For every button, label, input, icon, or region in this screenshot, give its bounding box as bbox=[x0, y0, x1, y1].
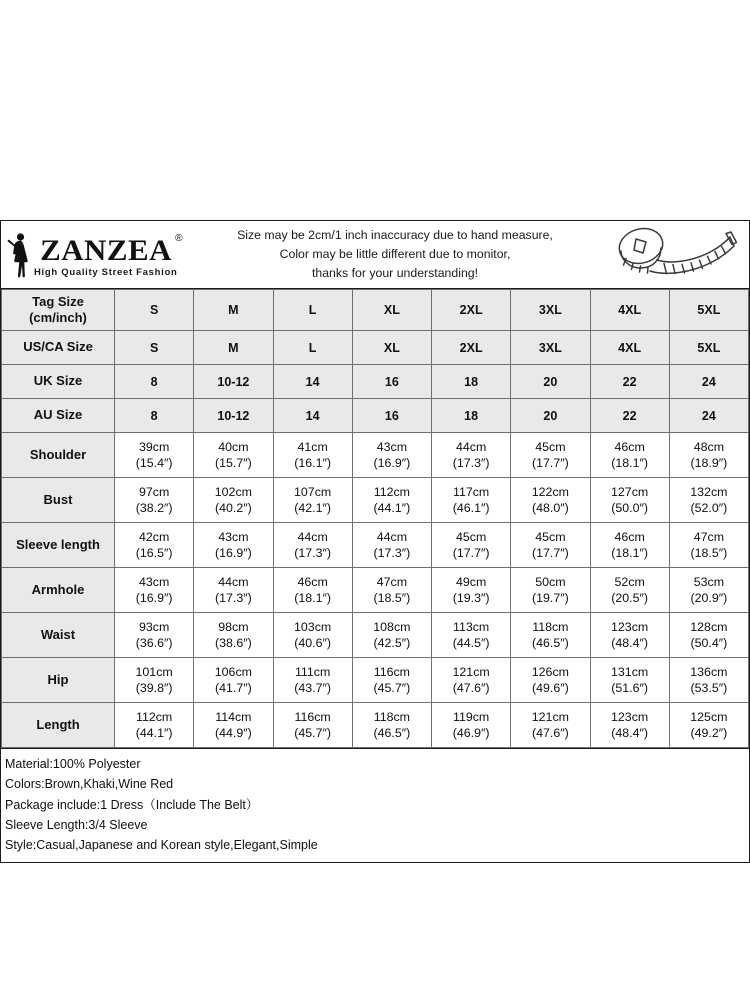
value-inch: (16.1″) bbox=[294, 456, 331, 470]
table-cell: 18 bbox=[432, 365, 511, 399]
table-cell bbox=[115, 613, 194, 658]
value-cm: 52cm bbox=[614, 574, 645, 589]
value-cm: 136cm bbox=[690, 664, 728, 679]
value-cm: 43cm bbox=[376, 439, 408, 454]
detail-package-include: Package include:1 Dress（Include The Belt） bbox=[5, 797, 259, 812]
table-cell bbox=[511, 658, 590, 703]
value-cm: 121cm bbox=[531, 709, 569, 724]
value-cm: 50cm bbox=[535, 574, 566, 589]
row-label-tag-size-line1: Tag Size bbox=[32, 293, 84, 309]
table-row-us-ca-size bbox=[2, 331, 749, 365]
value-inch: (41.7″) bbox=[214, 681, 252, 695]
value-cm: 108cm bbox=[373, 619, 411, 634]
table-cell bbox=[194, 613, 273, 658]
value-inch: (46.1″) bbox=[452, 501, 490, 515]
table-row-hip bbox=[2, 658, 749, 703]
table-cell bbox=[432, 433, 511, 478]
table-cell: 14 bbox=[273, 399, 352, 433]
table-cell: 24 bbox=[669, 365, 748, 399]
table-cell: 22 bbox=[590, 399, 669, 433]
value-cm: 45cm bbox=[535, 529, 566, 544]
table-cell bbox=[273, 613, 352, 658]
detail-material: Material:100% Polyester bbox=[5, 757, 141, 771]
table-cell bbox=[669, 523, 748, 568]
value-cm: 43cm bbox=[218, 529, 249, 544]
table-cell: 10-12 bbox=[194, 365, 273, 399]
table-cell bbox=[669, 703, 748, 748]
table-row-sleeve-length bbox=[2, 523, 749, 568]
table-cell bbox=[432, 568, 511, 613]
table-cell bbox=[352, 568, 431, 613]
value-inch: (16.9″) bbox=[214, 546, 252, 560]
table-cell: 8 bbox=[115, 399, 194, 433]
value-cm: 106cm bbox=[214, 664, 252, 679]
value-cm: 47cm bbox=[693, 529, 725, 544]
table-cell: 24 bbox=[669, 399, 748, 433]
table-cell bbox=[432, 523, 511, 568]
value-inch: (16.9″) bbox=[373, 456, 411, 470]
value-cm: 48cm bbox=[693, 439, 725, 454]
table-cell bbox=[352, 658, 431, 703]
value-inch: (45.7″) bbox=[373, 681, 411, 695]
row-label-armhole: Armhole bbox=[2, 568, 115, 613]
table-cell bbox=[115, 568, 194, 613]
value-cm: 41cm bbox=[297, 439, 328, 454]
table-cell: XL bbox=[352, 290, 431, 331]
table-cell: 16 bbox=[352, 399, 431, 433]
value-inch: (17.3″) bbox=[294, 546, 331, 560]
table-cell bbox=[432, 478, 511, 523]
table-cell: M bbox=[194, 331, 273, 365]
detail-colors: Colors:Brown,Khaki,Wine Red bbox=[5, 777, 174, 792]
value-cm: 101cm bbox=[135, 664, 173, 679]
table-cell bbox=[590, 568, 669, 613]
table-cell: 4XL bbox=[590, 290, 669, 331]
value-cm: 44cm bbox=[218, 574, 249, 589]
table-cell: 10-12 bbox=[194, 399, 273, 433]
registered-trademark-icon: ® bbox=[174, 233, 184, 244]
value-inch: (44.1″) bbox=[135, 726, 173, 740]
value-inch: (15.4″) bbox=[135, 456, 173, 470]
value-cm: 107cm bbox=[294, 484, 332, 499]
value-cm: 49cm bbox=[455, 574, 487, 589]
value-cm: 98cm bbox=[218, 619, 249, 634]
value-inch: (16.5″) bbox=[135, 546, 173, 560]
detail-style: Style:Casual,Japanese and Korean style,Elegant,Simple bbox=[5, 838, 318, 852]
value-inch: (46.5″) bbox=[373, 726, 411, 740]
brand-name-text: ZANZEA bbox=[39, 234, 172, 267]
table-cell bbox=[590, 613, 669, 658]
value-inch: (39.8″) bbox=[135, 681, 173, 695]
value-inch: (44.5″) bbox=[452, 636, 490, 650]
table-cell bbox=[194, 658, 273, 703]
row-label-hip: Hip bbox=[2, 658, 115, 703]
table-cell: 2XL bbox=[432, 331, 511, 365]
table-row-au-size bbox=[2, 399, 749, 433]
table-row-shoulder bbox=[2, 433, 749, 478]
table-cell bbox=[194, 433, 273, 478]
value-cm: 46cm bbox=[297, 574, 328, 589]
table-cell bbox=[194, 703, 273, 748]
chart-banner bbox=[1, 221, 749, 289]
table-cell: 3XL bbox=[511, 331, 590, 365]
table-cell bbox=[352, 613, 431, 658]
product-details bbox=[1, 748, 749, 862]
size-chart-card bbox=[0, 220, 750, 863]
table-cell bbox=[273, 658, 352, 703]
table-cell bbox=[511, 568, 590, 613]
value-inch: (17.3″) bbox=[373, 546, 411, 560]
disclaimer-line-2: Color may be little different due to monitor, bbox=[279, 246, 511, 261]
row-label-us-ca-size: US/CA Size bbox=[2, 331, 115, 365]
row-label-waist: Waist bbox=[2, 613, 115, 658]
table-cell bbox=[352, 433, 431, 478]
value-cm: 42cm bbox=[138, 529, 170, 544]
table-cell: 14 bbox=[273, 365, 352, 399]
value-cm: 53cm bbox=[693, 574, 725, 589]
value-inch: (18.9″) bbox=[690, 456, 728, 470]
value-cm: 118cm bbox=[373, 709, 411, 724]
table-cell: S bbox=[115, 331, 194, 365]
table-cell bbox=[432, 613, 511, 658]
table-cell: S bbox=[115, 290, 194, 331]
table-cell: 4XL bbox=[590, 331, 669, 365]
value-inch: (44.9″) bbox=[214, 726, 252, 740]
value-cm: 116cm bbox=[373, 664, 411, 679]
table-cell bbox=[511, 478, 590, 523]
disclaimer-line-1: Size may be 2cm/1 inch inaccuracy due to hand measure, bbox=[237, 227, 553, 242]
value-cm: 128cm bbox=[690, 619, 728, 634]
table-row-uk-size bbox=[2, 365, 749, 399]
table-cell bbox=[511, 703, 590, 748]
row-label-length: Length bbox=[2, 703, 115, 748]
value-inch: (50.0″) bbox=[611, 501, 648, 515]
value-cm: 122cm bbox=[531, 484, 569, 499]
value-inch: (18.1″) bbox=[611, 546, 648, 560]
table-cell bbox=[590, 478, 669, 523]
value-inch: (38.2″) bbox=[135, 501, 173, 515]
table-row-bust bbox=[2, 478, 749, 523]
value-cm: 112cm bbox=[373, 484, 411, 499]
value-inch: (52.0″) bbox=[690, 501, 728, 515]
value-cm: 43cm bbox=[138, 574, 170, 589]
value-inch: (45.7″) bbox=[294, 726, 331, 740]
table-row-armhole bbox=[2, 568, 749, 613]
value-inch: (48.4″) bbox=[611, 726, 648, 740]
value-inch: (47.6″) bbox=[452, 681, 490, 695]
value-cm: 125cm bbox=[690, 709, 728, 724]
detail-sleeve-length: Sleeve Length:3/4 Sleeve bbox=[5, 817, 148, 832]
value-inch: (43.7″) bbox=[294, 681, 331, 695]
value-cm: 46cm bbox=[614, 529, 645, 544]
table-cell bbox=[590, 703, 669, 748]
size-table bbox=[1, 289, 749, 748]
table-cell bbox=[194, 478, 273, 523]
table-cell bbox=[273, 523, 352, 568]
value-inch: (15.7″) bbox=[214, 456, 252, 470]
row-label-tag-size-line2: (cm/inch) bbox=[29, 310, 87, 325]
row-label-sleeve-length: Sleeve length bbox=[2, 523, 115, 568]
table-cell: 20 bbox=[511, 399, 590, 433]
value-cm: 112cm bbox=[135, 709, 173, 724]
table-cell: 8 bbox=[115, 365, 194, 399]
table-cell bbox=[432, 658, 511, 703]
table-cell bbox=[432, 703, 511, 748]
table-cell: 20 bbox=[511, 365, 590, 399]
value-inch: (44.1″) bbox=[373, 501, 411, 515]
table-row-waist bbox=[2, 613, 749, 658]
brand-name bbox=[39, 233, 184, 267]
table-cell bbox=[115, 703, 194, 748]
table-row-length bbox=[2, 703, 749, 748]
table-cell bbox=[273, 703, 352, 748]
value-cm: 114cm bbox=[215, 709, 252, 724]
table-cell: 5XL bbox=[669, 331, 748, 365]
value-cm: 45cm bbox=[455, 529, 487, 544]
value-cm: 118cm bbox=[532, 619, 569, 634]
value-cm: 39cm bbox=[138, 439, 170, 454]
value-cm: 123cm bbox=[611, 709, 649, 724]
row-label-au-size: AU Size bbox=[2, 399, 115, 433]
value-cm: 123cm bbox=[611, 619, 649, 634]
value-cm: 97cm bbox=[138, 484, 170, 499]
row-label-tag-size bbox=[2, 290, 115, 331]
value-inch: (49.2″) bbox=[690, 726, 728, 740]
table-cell: 18 bbox=[432, 399, 511, 433]
value-cm: 44cm bbox=[455, 439, 487, 454]
woman-silhouette-icon bbox=[7, 232, 33, 278]
brand-logo bbox=[1, 232, 191, 278]
value-inch: (17.3″) bbox=[452, 456, 490, 470]
table-cell bbox=[669, 478, 748, 523]
table-cell bbox=[115, 523, 194, 568]
value-inch: (42.1″) bbox=[294, 501, 331, 515]
table-cell bbox=[511, 613, 590, 658]
value-inch: (19.7″) bbox=[531, 591, 569, 605]
table-cell: 3XL bbox=[511, 290, 590, 331]
row-label-bust: Bust bbox=[2, 478, 115, 523]
value-inch: (53.5″) bbox=[690, 681, 728, 695]
brand-tagline: High Quality Street Fashion bbox=[34, 267, 178, 278]
table-cell bbox=[352, 478, 431, 523]
value-cm: 93cm bbox=[138, 619, 170, 634]
value-cm: 119cm bbox=[452, 709, 490, 724]
table-cell bbox=[352, 703, 431, 748]
value-cm: 111cm bbox=[294, 664, 331, 679]
table-cell bbox=[273, 568, 352, 613]
value-inch: (18.5″) bbox=[373, 591, 411, 605]
value-cm: 131cm bbox=[611, 664, 649, 679]
value-inch: (50.4″) bbox=[690, 636, 728, 650]
value-cm: 116cm bbox=[294, 709, 331, 724]
value-cm: 132cm bbox=[690, 484, 728, 499]
row-label-shoulder: Shoulder bbox=[2, 433, 115, 478]
value-inch: (36.6″) bbox=[135, 636, 173, 650]
value-cm: 40cm bbox=[218, 439, 249, 454]
table-cell bbox=[115, 658, 194, 703]
table-cell: M bbox=[194, 290, 273, 331]
value-inch: (46.9″) bbox=[452, 726, 490, 740]
value-inch: (17.7″) bbox=[531, 456, 569, 470]
table-row-tag-size bbox=[2, 290, 749, 331]
value-cm: 127cm bbox=[611, 484, 649, 499]
table-cell bbox=[590, 658, 669, 703]
table-cell bbox=[511, 523, 590, 568]
value-inch: (40.6″) bbox=[294, 636, 331, 650]
value-cm: 44cm bbox=[297, 529, 328, 544]
value-inch: (20.5″) bbox=[611, 591, 648, 605]
table-cell: L bbox=[273, 331, 352, 365]
table-cell bbox=[273, 433, 352, 478]
measuring-tape-icon bbox=[608, 226, 740, 284]
value-cm: 47cm bbox=[376, 574, 408, 589]
value-cm: 102cm bbox=[214, 484, 252, 499]
value-inch: (48.4″) bbox=[611, 636, 648, 650]
table-cell bbox=[273, 478, 352, 523]
value-inch: (20.9″) bbox=[690, 591, 728, 605]
value-inch: (18.1″) bbox=[611, 456, 648, 470]
value-cm: 117cm bbox=[452, 484, 490, 499]
value-cm: 113cm bbox=[452, 619, 490, 634]
table-cell bbox=[669, 658, 748, 703]
value-inch: (18.5″) bbox=[690, 546, 728, 560]
table-cell: 5XL bbox=[669, 290, 748, 331]
table-cell bbox=[669, 613, 748, 658]
value-inch: (19.3″) bbox=[452, 591, 490, 605]
table-cell bbox=[194, 523, 273, 568]
value-inch: (42.5″) bbox=[373, 636, 411, 650]
value-cm: 46cm bbox=[614, 439, 645, 454]
value-cm: 45cm bbox=[535, 439, 566, 454]
value-inch: (17.7″) bbox=[452, 546, 490, 560]
table-cell: XL bbox=[352, 331, 431, 365]
table-cell bbox=[352, 523, 431, 568]
size-table-body bbox=[2, 290, 749, 748]
value-cm: 103cm bbox=[294, 619, 332, 634]
value-cm: 44cm bbox=[376, 529, 408, 544]
table-cell: L bbox=[273, 290, 352, 331]
table-cell bbox=[194, 568, 273, 613]
table-cell bbox=[115, 478, 194, 523]
tape-illustration bbox=[599, 226, 749, 284]
table-cell bbox=[590, 523, 669, 568]
table-cell bbox=[669, 568, 748, 613]
value-inch: (18.1″) bbox=[294, 591, 331, 605]
value-inch: (17.7″) bbox=[531, 546, 569, 560]
value-inch: (49.6″) bbox=[531, 681, 569, 695]
table-cell bbox=[511, 433, 590, 478]
value-inch: (46.5″) bbox=[531, 636, 569, 650]
value-inch: (40.2″) bbox=[214, 501, 252, 515]
table-cell bbox=[590, 433, 669, 478]
value-inch: (47.6″) bbox=[531, 726, 569, 740]
value-inch: (48.0″) bbox=[531, 501, 569, 515]
disclaimer-line-3: thanks for your understanding! bbox=[311, 266, 479, 281]
table-cell bbox=[669, 433, 748, 478]
value-cm: 126cm bbox=[531, 664, 569, 679]
value-inch: (38.6″) bbox=[214, 636, 252, 650]
table-cell bbox=[115, 433, 194, 478]
value-cm: 121cm bbox=[452, 664, 490, 679]
value-inch: (17.3″) bbox=[214, 591, 252, 605]
value-inch: (16.9″) bbox=[135, 591, 173, 605]
row-label-uk-size: UK Size bbox=[2, 365, 115, 399]
value-inch: (51.6″) bbox=[611, 681, 648, 695]
table-cell: 16 bbox=[352, 365, 431, 399]
measurement-disclaimer bbox=[191, 226, 599, 283]
table-cell: 2XL bbox=[432, 290, 511, 331]
table-cell: 22 bbox=[590, 365, 669, 399]
